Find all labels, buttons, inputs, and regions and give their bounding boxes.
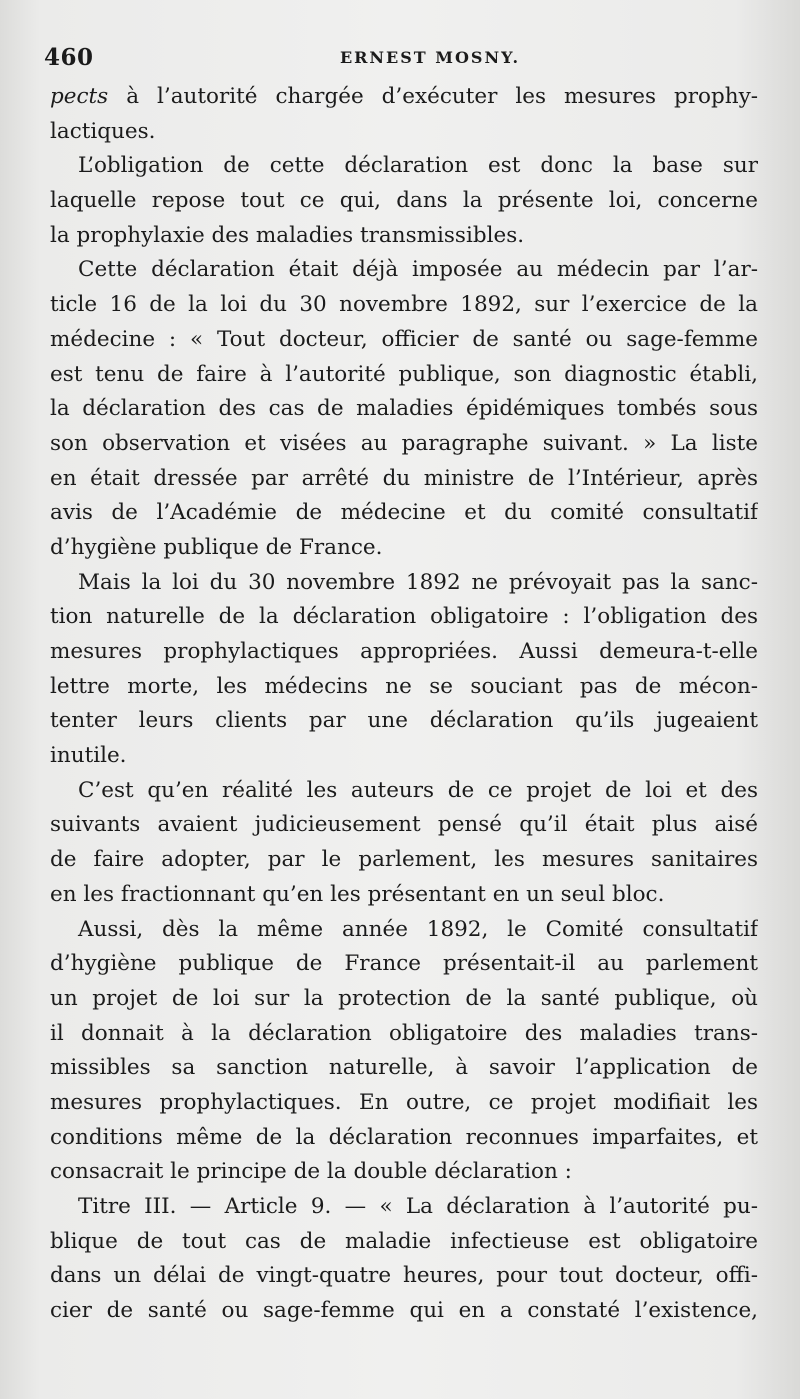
text-line: avis de l’Académie de médecine et du comité consultatif <box>50 500 758 526</box>
text-line: tenter leurs clients par une déclaration qu’ils jugeaient <box>50 708 758 734</box>
body-text <box>50 80 758 1329</box>
text-line: dans un délai de vingt-quatre heures, pour tout docteur, offi- <box>50 1263 758 1289</box>
text-line: Cette déclaration était déjà imposée au médecin par l’ar- <box>78 257 758 283</box>
text-line: laquelle repose tout ce qui, dans la présente loi, concerne <box>50 188 758 214</box>
text-line: d’hygiène publique de France présentait-il au parlement <box>50 951 758 977</box>
text-line: Titre III. — Article 9. — « La déclaration à l’autorité pu- <box>78 1194 758 1219</box>
text-line: Aussi, dès la même année 1892, le Comité consultatif <box>78 916 758 942</box>
text-line: Mais la loi du 30 novembre 1892 ne prévoyait pas la sanc- <box>78 569 758 595</box>
text-line: d’hygiène publique de France. <box>50 534 383 560</box>
text-line: inutile. <box>50 743 127 769</box>
text-line: un projet de loi sur la protection de la santé publique, où <box>50 985 758 1011</box>
text-line: cier de santé ou sage-femme qui en a constaté l’existence, <box>50 1298 758 1324</box>
text-line: blique de tout cas de maladie infectieuse est obligatoire <box>50 1228 758 1254</box>
italic-word: pects <box>50 84 109 109</box>
text-line: la déclaration des cas de maladies épidémiques tombés sous <box>50 396 758 422</box>
line-text: à l’autorité chargée d’exécuter les mesures prophy- <box>108 84 758 109</box>
text-line: conditions même de la déclaration reconnues imparfaites, et <box>50 1124 758 1150</box>
text-line: missibles sa sanction naturelle, à savoir l’application de <box>50 1055 758 1081</box>
text-line: est tenu de faire à l’autorité publique, son diagnostic établi, <box>50 361 758 387</box>
text-line: C’est qu’en réalité les auteurs de ce projet de loi et des <box>78 777 758 803</box>
text-line: lactiques. <box>50 118 156 144</box>
text-line: L’obligation de cette déclaration est donc la base sur <box>78 153 758 179</box>
text-line: son observation et visées au paragraphe suivant. » La liste <box>50 430 758 456</box>
text-line: médecine : « Tout docteur, officier de santé ou sage-femme <box>50 326 758 352</box>
running-head: ERNEST MOSNY. <box>339 48 521 67</box>
text-line: tion naturelle de la déclaration obligatoire : l’obligation des <box>50 604 758 630</box>
text-line: de faire adopter, par le parlement, les mesures sanitaires <box>50 847 758 873</box>
text-line: en était dressée par arrêté du ministre de l’Intérieur, après <box>50 465 758 491</box>
text-line: la prophylaxie des maladies transmissibles. <box>50 222 525 248</box>
page-header <box>44 44 756 78</box>
text-line: en les fractionnant qu’en les présentant en un seul bloc. <box>50 881 665 907</box>
text-line: mesures prophylactiques appropriées. Aussi demeura-t-elle <box>50 639 758 664</box>
text-line <box>50 80 758 115</box>
text-line: ticle 16 de la loi du 30 novembre 1892, sur l’exercice de la <box>50 292 758 318</box>
text-line: il donnait à la déclaration obligatoire des maladies trans- <box>50 1020 758 1046</box>
text-line: consacrait le principe de la double déclaration : <box>50 1159 572 1185</box>
page-number: 460 <box>44 44 94 71</box>
text-line: mesures prophylactiques. En outre, ce projet modifiait les <box>50 1089 758 1115</box>
text-line: lettre morte, les médecins ne se souciant pas de mécon- <box>50 673 758 699</box>
text-line: suivants avaient judicieusement pensé qu’il était plus aisé <box>50 812 758 838</box>
